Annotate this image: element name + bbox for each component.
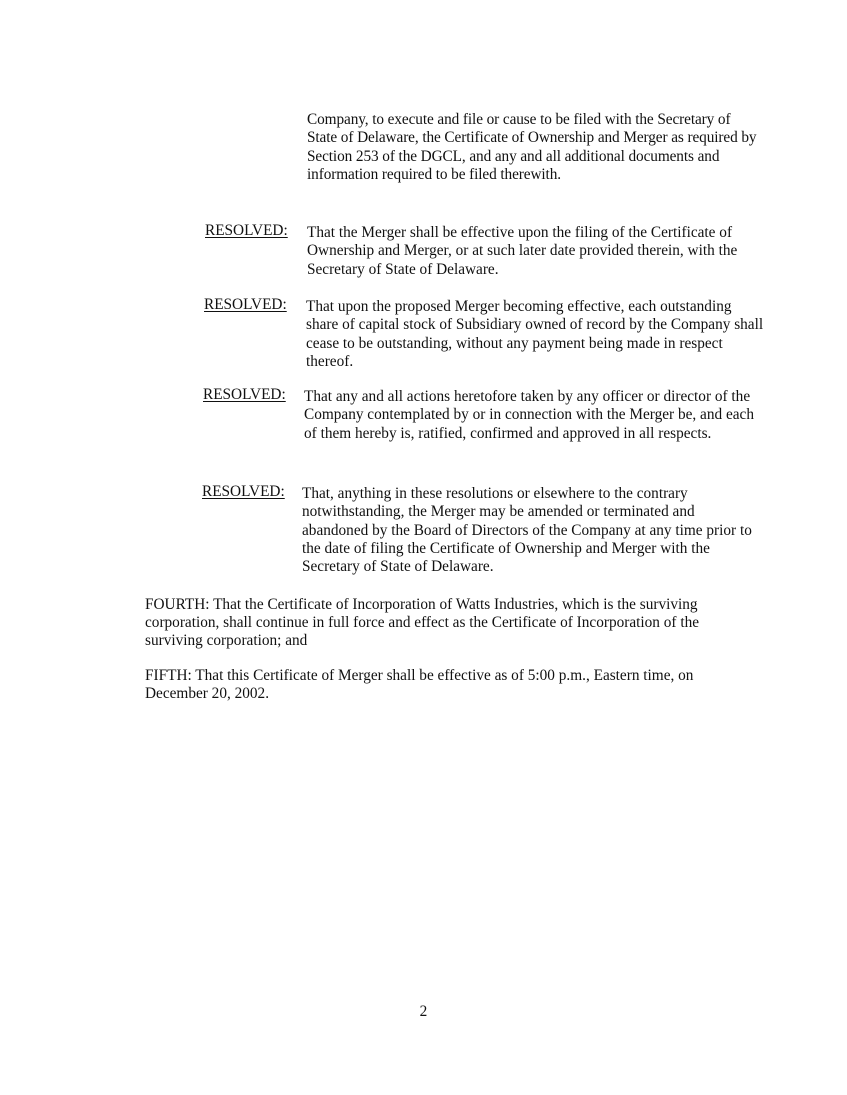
resolved-label-2: RESOLVED: — [204, 296, 287, 313]
resolved-label-1: RESOLVED: — [205, 222, 288, 239]
intro-paragraph: Company, to execute and file or cause to be filed with the Secretary of State of Delaware, the Certificate of Ownership and Merger as required by Section 253 of the DGCL, and any and all additional documents and information required to be filed therewith. — [307, 111, 757, 183]
resolved-label-4: RESOLVED: — [202, 483, 285, 500]
page-number: 2 — [419, 1003, 428, 1020]
resolved-label-text: RESOLVED — [203, 386, 282, 403]
resolution-text-4: That, anything in these resolutions or elsewhere to the contrary notwithstanding, the Merger may be amended or terminated and abandoned by the Board of Directors of the Company at any time prior to the date of filing the Certificate of Ownership and Merger with the Secretary of State of Delaware. — [302, 485, 752, 576]
resolution-text-3: That any and all actions heretofore taken by any officer or director of the Company contemplated by or in connection with the Merger be, and each of them hereby is, ratified, confirmed and approved in all respects. — [304, 388, 754, 442]
resolved-label-text: RESOLVED — [205, 222, 284, 239]
resolved-label-text: RESOLVED — [202, 483, 281, 500]
article-fifth: FIFTH: That this Certificate of Merger shall be effective as of 5:00 p.m., Eastern time, on December 20, 2002. — [145, 667, 694, 702]
article-fourth: FOURTH: That the Certificate of Incorporation of Watts Industries, which is the surviving corporation, shall continue in full force and effect as the Certificate of Incorporation of the surviving corporation; and — [145, 596, 700, 649]
resolution-text-1: That the Merger shall be effective upon the filing of the Certificate of Ownership and Merger, or at such later date provided therein, with the Secretary of State of Delaware. — [307, 224, 738, 278]
resolved-label-text: RESOLVED — [204, 296, 283, 313]
resolved-label-3: RESOLVED: — [203, 386, 286, 403]
resolution-text-2: That upon the proposed Merger becoming effective, each outstanding share of capital stock of Subsidiary owned of record by the Company shall cease to be outstanding, without any payment being made in respect thereof. — [306, 298, 764, 370]
